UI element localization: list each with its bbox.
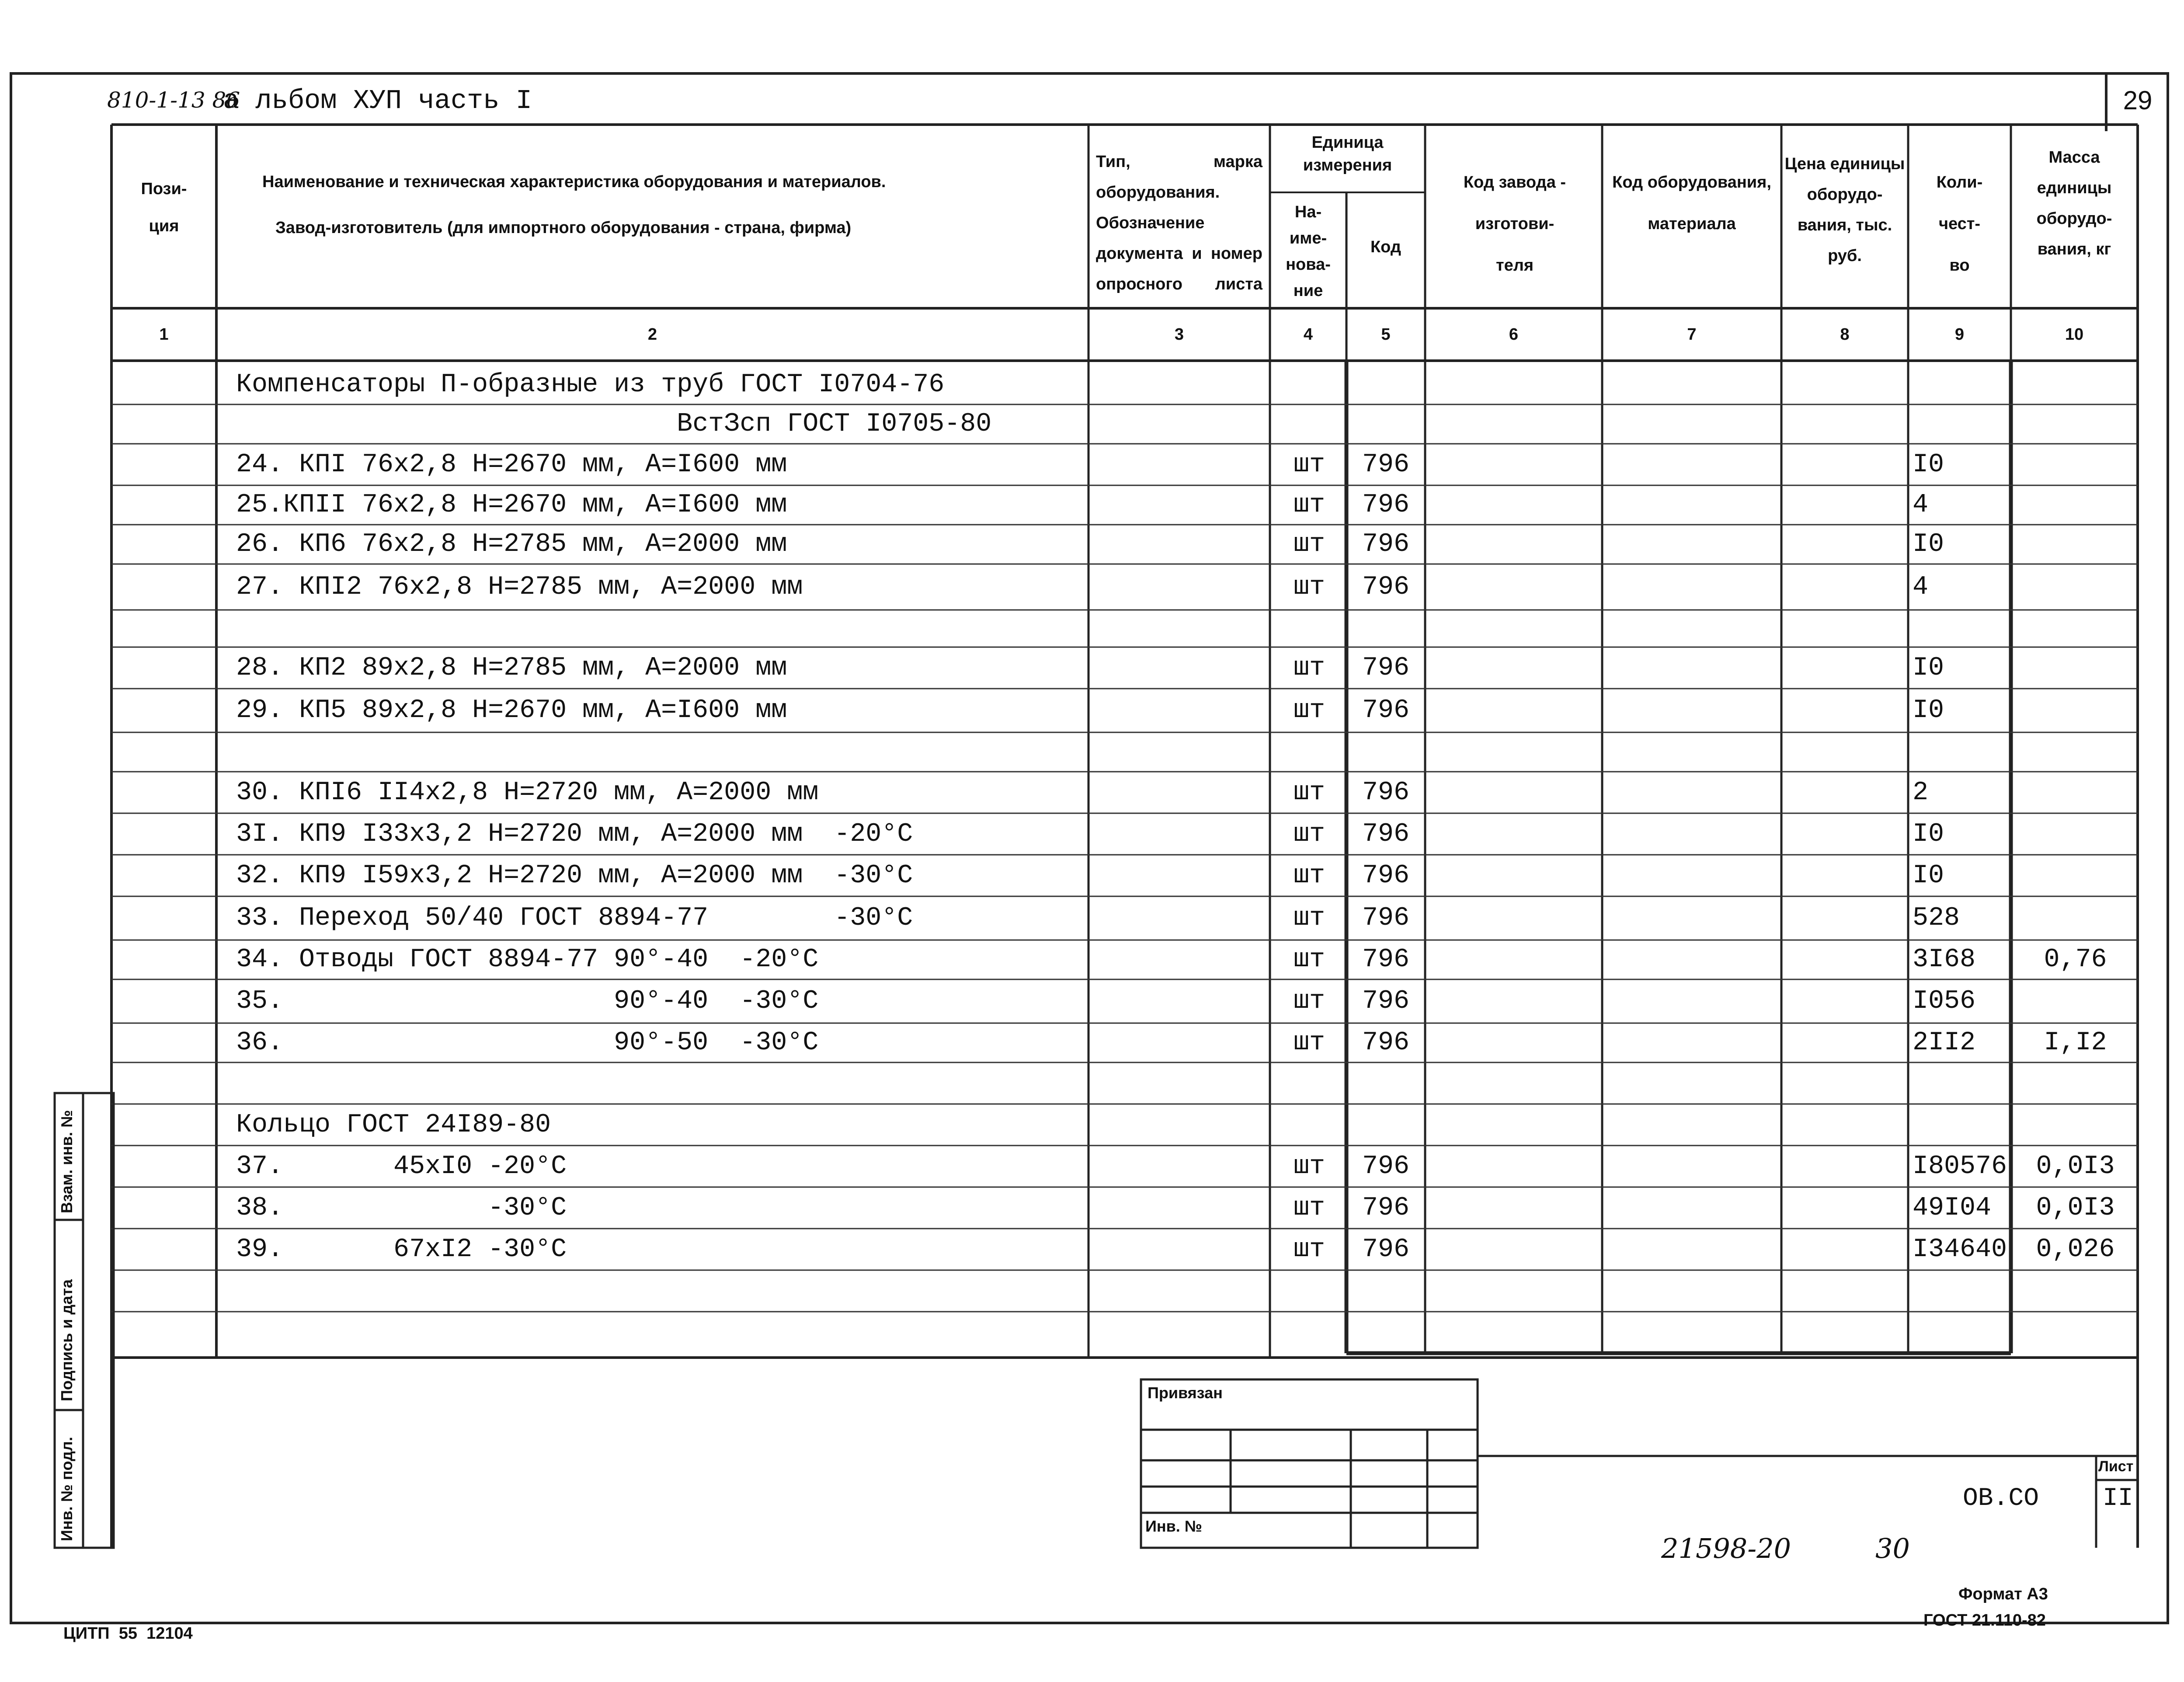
row-quantity: I34640 [1913,1234,2007,1264]
row-unit-code: 796 [1362,1193,1410,1223]
row-name: 36. 90°-50 -30°С [236,1028,819,1058]
row-mass: 0,0I3 [2036,1193,2115,1223]
side-label-inv: Инв. № подл. [58,1437,76,1541]
row-quantity: 4 [1913,572,1929,602]
title-list-label: Лист [2098,1458,2134,1475]
row-unit-code: 796 [1362,1234,1410,1264]
row-unit-code: 796 [1362,860,1410,891]
row-unit: шт [1293,819,1325,849]
row-unit: шт [1293,860,1325,891]
publisher-label: ЦИТП 55 12104 [63,1624,193,1643]
col-header-type: Тип, марка оборудования. Обозначение документа и номер опросного листа [1096,153,1262,293]
row-name: Кольцо ГОСТ 24I89-80 [236,1110,551,1140]
row-quantity: 528 [1913,903,1960,933]
row-unit: шт [1293,529,1325,559]
row-quantity: 3I68 [1913,945,1976,975]
col-num-6: 6 [1509,325,1519,344]
col-num-8: 8 [1840,325,1850,344]
row-name: 39. 67хI2 -30°С [236,1234,567,1264]
col-header-equipment-code: Код оборудования, материала [1612,173,1771,233]
row-unit-code: 796 [1362,529,1410,559]
row-name: 34. Отводы ГОСТ 8894-77 90°-40 -20°С [236,945,819,975]
row-unit-code: 796 [1362,1151,1410,1181]
row-unit-code: 796 [1362,777,1410,808]
row-unit-code: 796 [1362,653,1410,683]
col-num-1: 1 [159,325,169,344]
row-unit: шт [1293,1028,1325,1058]
col-num-10: 10 [2065,325,2084,344]
row-quantity: I0 [1913,449,1944,480]
row-unit: шт [1293,696,1325,725]
gost-label: ГОСТ 21.110-82 [1923,1611,2046,1630]
row-name: 27. КПI2 76х2,8 Н=2785 мм, А=2000 мм [236,572,803,602]
row-unit: шт [1293,903,1325,933]
row-name: 25.КПII 76х2,8 Н=2670 мм, А=I600 мм [236,490,787,520]
row-quantity: 4 [1913,490,1929,520]
row-quantity: I0 [1913,653,1944,683]
row-quantity: 49I04 [1913,1193,1992,1223]
row-unit: шт [1293,986,1325,1016]
row-quantity: 2 [1913,777,1929,808]
album-title: а льбом ХУП часть I [223,85,532,116]
row-unit: шт [1293,449,1325,480]
title-privyazan: Привязан [1148,1384,1223,1402]
row-unit: шт [1293,777,1325,808]
row-name: 37. 45хI0 -20°С [236,1151,567,1181]
row-quantity: I0 [1913,819,1944,849]
row-unit: шт [1293,945,1325,975]
row-unit-code: 796 [1362,986,1410,1016]
row-quantity: I0 [1913,860,1944,891]
format-label: Формат А3 [1958,1585,2048,1603]
title-inv-no: Инв. № [1145,1517,1202,1535]
row-quantity: I0 [1913,529,1944,559]
row-name: 26. КП6 76х2,8 Н=2785 мм, А=2000 мм [236,529,787,559]
row-unit: шт [1293,653,1325,683]
row-name: 38. -30°С [236,1193,567,1223]
page-number: 29 [2123,86,2153,115]
col-header-name-line2: Завод-изготовитель (для импортного оборудования - страна, фирма) [275,219,852,237]
col-header-unit-name: На- име- нова- ние [1286,203,1331,300]
col-header-mass: Масса единицы оборудо- вания, кг [2036,148,2112,258]
doc-code-handwritten: 810-1-13 86 [107,87,240,113]
row-mass: 0,026 [2036,1234,2115,1264]
row-unit: шт [1293,1151,1325,1181]
row-name: 29. КП5 89х2,8 Н=2670 мм, А=I600 мм [236,696,787,725]
col-header-unit-group: Единица измерения [1303,133,1392,174]
row-name: Компенсаторы П-образные из труб ГОСТ I0704-76 [236,370,945,400]
handwritten-page: 30 [1875,1532,1910,1564]
row-quantity: I80576 [1913,1151,2007,1181]
row-unit: шт [1293,490,1325,520]
row-unit-code: 796 [1362,819,1410,849]
col-num-4: 4 [1303,325,1313,344]
col-header-name-line1: Наименование и техническая характеристика оборудования и материалов. [262,173,886,191]
row-mass: I,I2 [2044,1028,2107,1058]
row-name: ВстЗсп ГОСТ I0705-80 [236,409,992,439]
side-label-vzam: Взам. инв. № [58,1110,76,1213]
row-unit-code: 796 [1362,696,1410,725]
title-list-value: II [2103,1484,2133,1513]
row-name: 35. 90°-40 -30°С [236,986,819,1016]
row-quantity: I056 [1913,986,1976,1016]
col-header-factory-code: Код завода - изготови- теля [1463,173,1566,275]
col-header-price: Цена единицы оборудо- вания, тыс. руб. [1784,155,1905,265]
row-name: 33. Переход 50/40 ГОСТ 8894-77 -30°С [236,903,913,933]
handwritten-number: 21598-20 [1661,1532,1791,1564]
row-name: 24. КПI 76х2,8 Н=2670 мм, А=I600 мм [236,449,787,480]
row-unit-code: 796 [1362,449,1410,480]
row-unit-code: 796 [1362,572,1410,602]
col-num-7: 7 [1687,325,1697,344]
side-label-podpis: Подпись и дата [58,1279,76,1401]
row-mass: 0,76 [2044,945,2107,975]
col-header-unit-code: Код [1370,238,1402,256]
title-doc-code: ОВ.СО [1963,1484,2039,1513]
row-unit: шт [1293,572,1325,602]
col-num-5: 5 [1381,325,1391,344]
col-num-3: 3 [1174,325,1184,344]
row-unit-code: 796 [1362,945,1410,975]
col-header-position: Пози- ция [141,180,187,235]
row-unit: шт [1293,1193,1325,1223]
row-name: 3I. КП9 I33х3,2 Н=2720 мм, А=2000 мм -20°С [236,819,913,849]
row-name: 30. КПI6 II4х2,8 Н=2720 мм, А=2000 мм [236,777,819,808]
row-quantity: I0 [1913,696,1944,725]
row-unit-code: 796 [1362,903,1410,933]
row-name: 32. КП9 I59х3,2 Н=2720 мм, А=2000 мм -30°С [236,860,913,891]
row-unit-code: 796 [1362,1028,1410,1058]
col-header-quantity: Коли- чест- во [1936,173,1983,275]
row-unit-code: 796 [1362,490,1410,520]
row-mass: 0,0I3 [2036,1151,2115,1181]
col-num-2: 2 [647,325,657,344]
row-name: 28. КП2 89х2,8 Н=2785 мм, А=2000 мм [236,653,787,683]
col-num-9: 9 [1954,325,1965,344]
row-unit: шт [1293,1234,1325,1264]
row-quantity: 2II2 [1913,1028,1976,1058]
